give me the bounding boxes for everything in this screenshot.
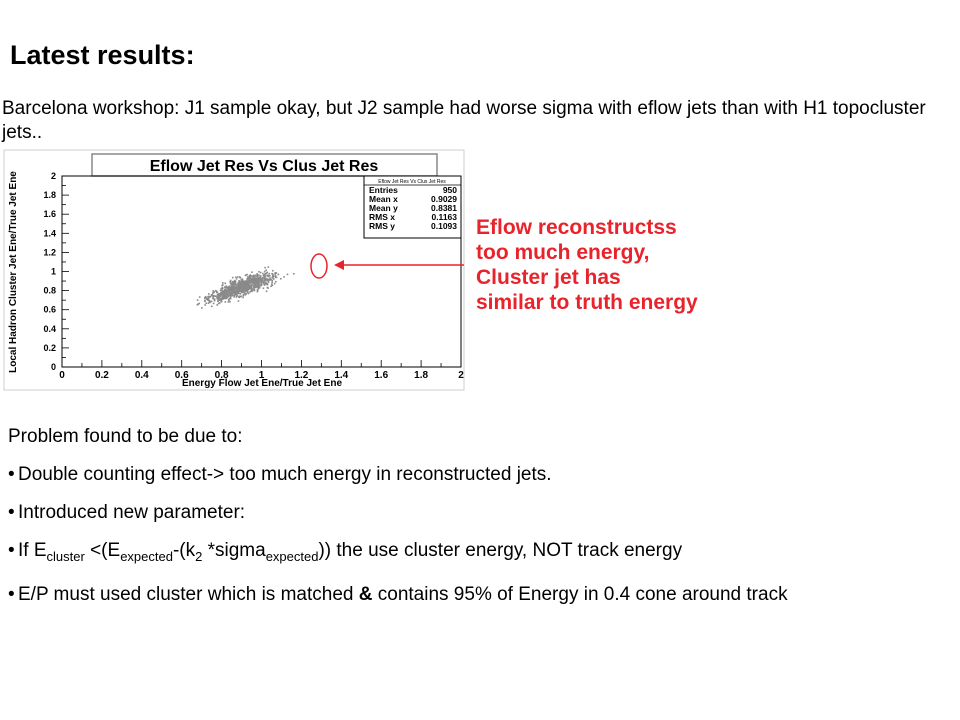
rule-subscript: cluster [46,548,85,564]
data-point [271,281,273,283]
data-point [260,275,262,277]
data-point [247,276,249,278]
data-point [208,302,210,304]
data-point [229,286,231,288]
callout-line: too much energy, [476,241,650,264]
stats-label: RMS y [369,221,395,231]
rule-subscript: 2 [195,548,203,564]
data-point [228,290,230,292]
data-point [232,284,234,286]
ep-text: E/P must used cluster which is matched [18,583,359,605]
data-point [287,274,289,276]
stats-value: 950 [442,185,457,195]
data-point [272,276,274,278]
y-tick-label: 1.8 [43,190,56,201]
data-point [205,302,207,304]
data-point [214,300,216,302]
data-point [265,282,267,284]
data-point [211,306,213,308]
data-point [278,274,280,276]
rule-subscript: expected [265,548,319,564]
bullet-text: Introduced new parameter: [18,502,246,523]
data-point [220,290,222,292]
stats-label: RMS x [369,212,395,222]
x-tick-label: 0.4 [134,370,149,381]
y-tick-label: 1.6 [43,209,56,220]
data-point [211,295,213,297]
bullet-cluster-rule [8,539,948,569]
x-tick-label: 1.6 [374,370,389,381]
data-point [245,293,247,295]
data-point [257,285,259,287]
data-point [223,294,225,296]
slide-title: Latest results: [10,40,195,70]
data-point [208,293,210,295]
data-point [276,277,278,279]
data-point [258,288,260,290]
data-point [239,280,241,282]
x-tick-label: 0.8 [214,370,229,381]
y-tick-label: 1.4 [43,228,56,239]
data-point [221,285,223,287]
bullet-text: Double counting effect-> too much energy in reconstructed jets. [18,464,552,485]
stats-value: 0.9029 [431,194,457,204]
data-point [238,282,240,284]
data-point [227,296,229,298]
data-point [226,287,228,289]
data-point [263,277,265,279]
y-tick-label: 0 [50,362,56,372]
y-tick-label: 1 [50,266,56,277]
data-point [238,293,240,295]
x-axis-label: Energy Flow Jet Ene/True Jet Ene [181,378,343,389]
data-point [212,295,214,297]
data-point [261,282,263,284]
data-point [268,273,270,275]
callout-annotation [476,215,698,315]
data-point [217,300,219,302]
data-point [260,272,262,274]
rule-subscript: expected [120,548,173,564]
callout-line: Cluster jet has [476,266,621,289]
intro-text: Barcelona workshop: J1 sample okay, but J2 sample had worse sigma with eflow jets than with H1 topocluster jets.. [2,98,926,143]
data-point [255,276,257,278]
data-point [201,307,203,309]
data-point [242,284,244,286]
data-point [214,298,216,300]
data-point [237,287,239,289]
data-point [238,290,240,292]
data-point [258,271,260,273]
data-point [249,278,251,280]
data-point [259,282,261,284]
x-tick-label: 1.4 [334,370,349,381]
y-axis-label: Local Hadron Cluster Jet Ene/True Jet Ene [8,171,19,373]
callout-line: Eflow reconstructss [476,216,677,239]
x-tick-label: 0 [59,370,65,381]
data-point [228,287,230,289]
data-point [232,295,234,297]
data-point [253,288,255,290]
data-point [216,292,218,294]
x-tick-label: 2 [458,370,464,381]
data-point [251,281,253,283]
data-point [251,275,253,277]
data-point [238,300,240,302]
rule-text: )) the use cluster energy, NOT track energy [318,540,683,561]
data-point [230,284,232,286]
data-point [242,281,244,283]
bullet-marker: • [8,502,15,523]
data-point [293,273,295,275]
y-tick-label: 2 [50,171,56,181]
rule-text: *sigma [202,540,266,561]
data-point [204,297,206,299]
data-point [199,296,201,298]
data-point [228,301,230,303]
rule-text: -(k [172,540,196,561]
data-point [264,280,266,282]
data-point [253,275,255,277]
data-point [272,273,274,275]
data-point [197,299,199,301]
data-point [240,293,242,295]
data-point [230,280,232,282]
data-point [222,294,224,296]
rule-text: If E [18,540,47,561]
data-point [247,290,249,292]
data-point [229,301,231,303]
data-point [235,290,237,292]
data-point [274,283,276,285]
data-point [262,281,264,283]
plot-title: Eflow Jet Res Vs Clus Jet Res [149,158,379,175]
data-point [228,294,230,296]
data-point [263,284,265,286]
data-point [231,288,233,290]
data-point [240,281,242,283]
stats-value: 0.8381 [431,203,457,213]
data-point [211,301,213,303]
data-point [209,301,211,303]
data-point [247,285,249,287]
data-point [246,279,248,281]
x-tick-label: 1.2 [294,370,309,381]
ep-ampersand: & [358,583,373,605]
y-tick-label: 0.2 [43,342,56,353]
data-point [232,291,234,293]
data-point [243,286,245,288]
data-point [251,271,253,273]
data-point [248,285,250,287]
data-point [232,277,234,279]
data-point [233,281,235,283]
data-point [231,283,233,285]
data-point [244,288,246,290]
data-point [221,301,223,303]
data-point [233,286,235,288]
data-point [283,276,285,278]
data-point [274,272,276,274]
data-point [213,303,215,305]
data-point [266,279,268,281]
data-point [222,287,224,289]
data-point [262,278,264,280]
data-point [263,287,265,289]
stats-value: 0.1093 [431,221,457,231]
data-point [238,288,240,290]
data-point [228,299,230,301]
data-point [217,297,219,299]
data-point [207,296,209,298]
data-point [240,283,242,285]
data-point [222,282,224,284]
data-point [270,279,272,281]
data-point [242,291,244,293]
data-point [266,290,268,292]
data-point [271,283,273,285]
data-point [272,270,274,272]
data-point [229,292,231,294]
data-point [250,283,252,285]
x-tick-label: 0.6 [174,370,189,381]
data-point [224,286,226,288]
data-point [235,281,237,283]
data-point [237,276,239,278]
data-point [219,293,221,295]
bullet-ep-cluster [8,583,948,607]
y-tick-label: 1.2 [43,247,56,258]
bullet-double-counting [8,463,948,487]
data-point [247,284,249,286]
scatter-plot [0,148,470,393]
data-point [249,288,251,290]
stats-label: Entries [369,185,398,195]
data-point [260,277,262,279]
data-point [233,295,235,297]
data-point [242,297,244,299]
data-point [262,273,264,275]
data-point [268,279,270,281]
data-point [228,292,230,294]
data-point [245,285,247,287]
data-point [275,275,277,277]
data-point [265,269,267,271]
data-point [204,304,206,306]
data-point [223,291,225,293]
data-point [257,282,259,284]
data-point [219,299,221,301]
data-point [241,287,243,289]
data-point [225,294,227,296]
callout-line: similar to truth energy [476,291,698,314]
data-point [239,295,241,297]
data-point [219,295,221,297]
data-point [268,281,270,283]
data-point [257,291,259,293]
x-tick-label: 0.2 [94,370,109,381]
data-point [272,275,274,277]
data-point [240,277,242,279]
data-point [204,301,206,303]
data-point [219,302,221,304]
data-point [221,291,223,293]
data-point [268,266,270,268]
data-point [254,290,256,292]
data-point [248,275,250,277]
y-tick-label: 0.8 [43,285,56,296]
rule-text: <(E [84,540,121,561]
data-point [208,297,210,299]
data-point [241,289,243,291]
stats-value: 0.1163 [431,212,457,222]
data-point [255,281,257,283]
data-point [230,296,232,298]
data-point [254,284,256,286]
data-point [236,293,238,295]
data-point [212,292,214,294]
stats-label: Mean y [369,203,398,213]
data-point [253,284,255,286]
data-point [247,281,249,283]
bullet-marker: • [8,583,15,605]
data-point [212,298,214,300]
data-point [216,304,218,306]
data-point [243,294,245,296]
data-point [280,278,282,280]
x-tick-label: 1.8 [414,370,429,381]
data-point [224,283,226,285]
data-point [198,303,200,305]
data-point [235,276,237,278]
data-point [264,273,266,275]
data-point [224,301,226,303]
data-point [254,279,256,281]
data-point [233,289,235,291]
data-point [205,296,207,298]
problem-text: Problem found to be due to: [8,426,243,447]
data-point [246,274,248,276]
data-point [226,290,228,292]
data-point [237,295,239,297]
stats-header: Eflow Jet Res Vs Clus Jet Res [378,179,446,185]
data-point [257,279,259,281]
ep-text: contains 95% of Energy in 0.4 cone around track [372,583,788,605]
data-point [246,283,248,285]
data-point [224,297,226,299]
data-point [264,275,266,277]
data-point [254,287,256,289]
data-point [267,287,269,289]
bullet-marker: • [8,464,15,485]
y-tick-label: 0.6 [43,304,56,315]
data-point [275,281,277,283]
data-point [264,271,266,273]
findings-list [8,425,948,621]
data-point [260,285,262,287]
data-point [220,297,222,299]
y-tick-label: 0.4 [43,323,56,334]
data-point [249,281,251,283]
stats-label: Mean x [369,194,398,204]
data-point [235,284,237,286]
data-point [244,281,246,283]
data-point [264,267,266,269]
data-point [267,276,269,278]
x-tick-label: 1 [258,370,265,381]
data-point [254,283,256,285]
data-point [234,293,236,295]
bullet-marker: • [8,540,15,561]
data-point [236,278,238,280]
bullet-new-parameter [8,501,948,525]
data-point [257,275,259,277]
